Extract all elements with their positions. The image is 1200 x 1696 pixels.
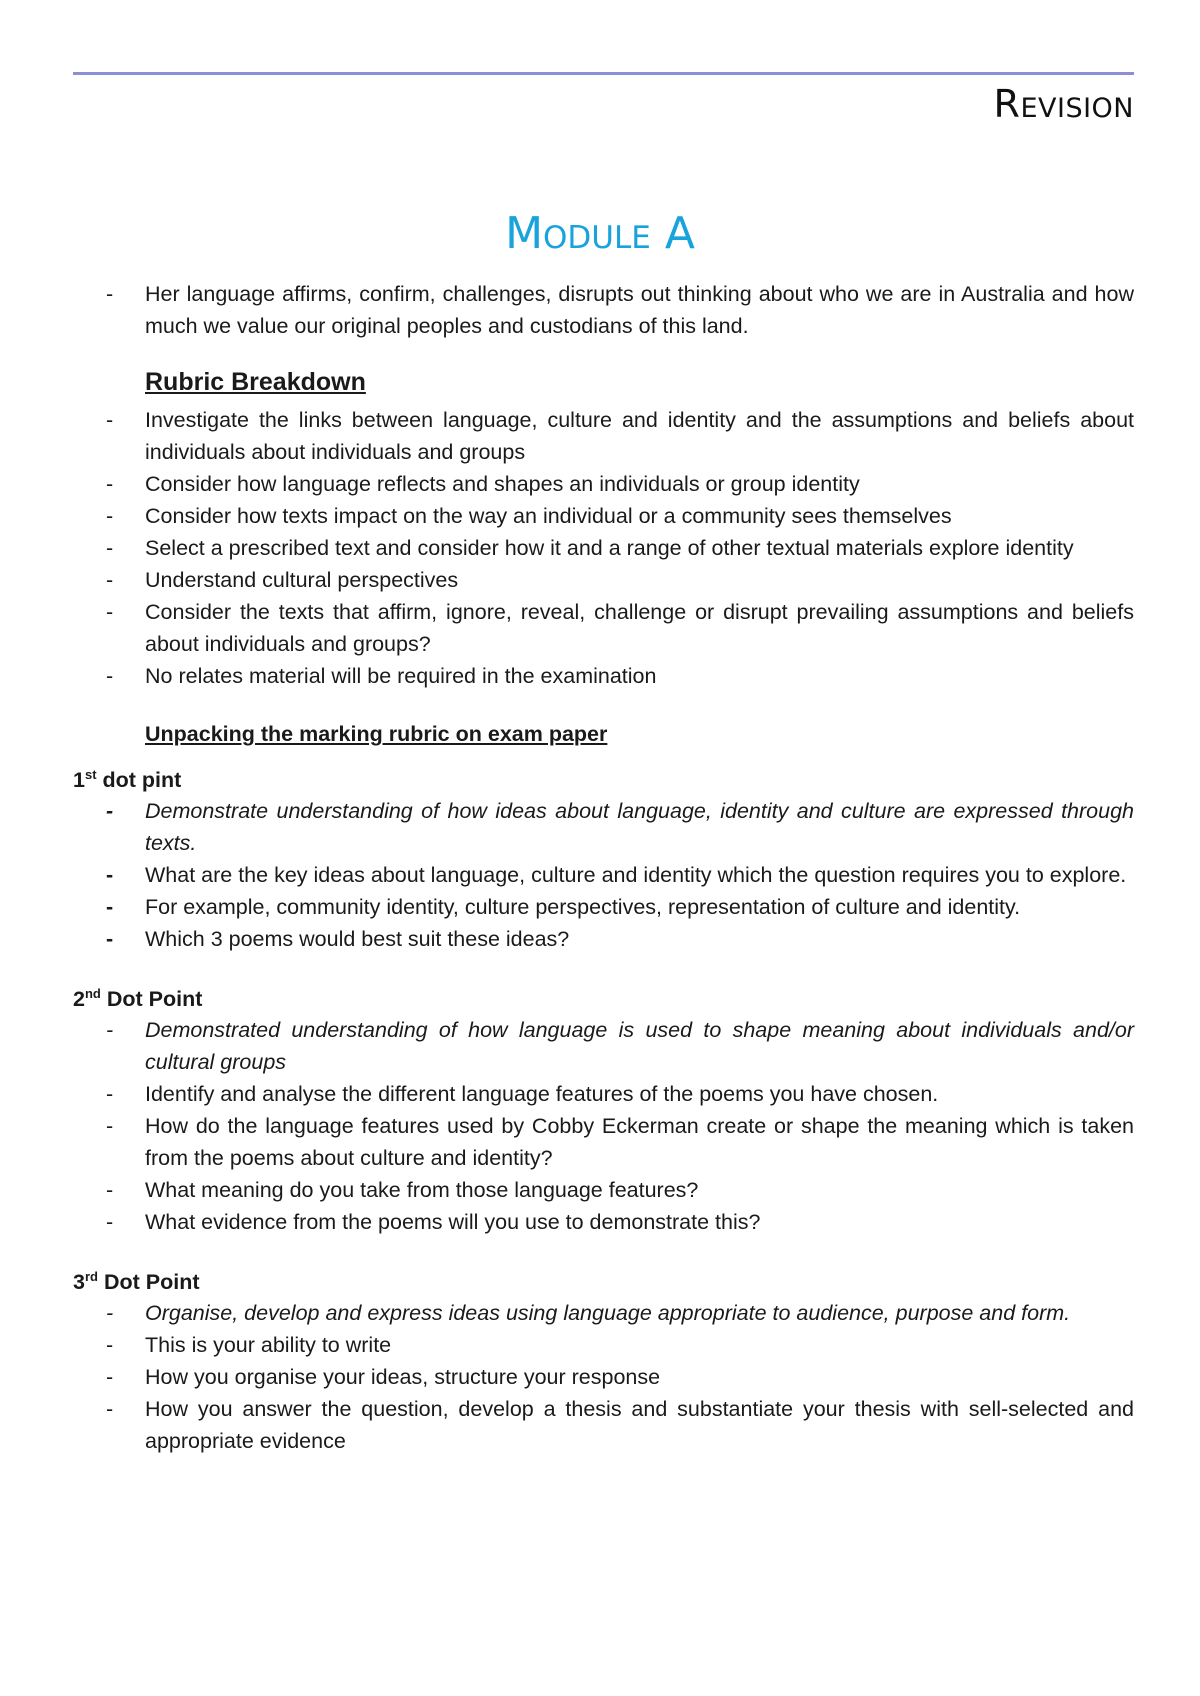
module-title: Module A bbox=[505, 208, 695, 259]
unpacking-heading: Unpacking the marking rubric on exam paper bbox=[145, 722, 608, 746]
dot-ordinal: st bbox=[84, 767, 97, 782]
dot-label: Dot Point bbox=[103, 1270, 200, 1295]
dot-point-3-heading bbox=[73, 1262, 1134, 1297]
dot-number: 1 bbox=[73, 768, 85, 793]
list-item: - What evidence from the poems will you use to demonstrate this? bbox=[145, 1206, 1134, 1238]
list-item: - Which 3 poems would best suit these ideas? bbox=[145, 923, 1134, 955]
list-item: - How you organise your ideas, structure your response bbox=[145, 1361, 1134, 1393]
dot-point-2-list bbox=[73, 1014, 1134, 1238]
list-item: - Consider how language reflects and shapes an individuals or group identity bbox=[145, 468, 1134, 500]
list-item: - How you answer the question, develop a thesis and substantiate your thesis with sell-selected and appropriate evidence bbox=[145, 1393, 1134, 1457]
list-item: - Select a prescribed text and consider how it and a range of other textual materials explore identity bbox=[145, 532, 1134, 564]
intro-list bbox=[73, 278, 1134, 342]
list-item: - For example, community identity, culture perspectives, representation of culture and identity. bbox=[145, 891, 1134, 923]
header-title: Revision bbox=[993, 82, 1134, 126]
list-item: - Investigate the links between language, culture and identity and the assumptions and beliefs about individuals about individuals and groups bbox=[145, 404, 1134, 468]
list-item: - What meaning do you take from those language features? bbox=[145, 1174, 1134, 1206]
list-item: - No relates material will be required in the examination bbox=[145, 660, 1134, 692]
document-body bbox=[73, 278, 1134, 1457]
list-item: - Identify and analyse the different language features of the poems you have chosen. bbox=[145, 1078, 1134, 1110]
list-item: - Demonstrate understanding of how ideas about language, identity and culture are expressed through texts. bbox=[145, 795, 1134, 859]
dot-ordinal: nd bbox=[84, 986, 101, 1002]
dot-label: dot pint bbox=[102, 768, 182, 793]
dot-point-3-list bbox=[73, 1297, 1134, 1457]
list-item: - This is your ability to write bbox=[145, 1329, 1134, 1361]
dot-point-1-heading bbox=[73, 760, 1134, 795]
dot-point-1-list bbox=[73, 795, 1134, 955]
list-item: - What are the key ideas about language, culture and identity which the question requires you to explore. bbox=[145, 859, 1134, 891]
rubric-heading: Rubric Breakdown bbox=[145, 368, 366, 396]
dot-label: Dot Point bbox=[106, 987, 203, 1012]
list-item: - Consider the texts that affirm, ignore, reveal, challenge or disrupt prevailing assumptions and beliefs about individuals and groups? bbox=[145, 596, 1134, 660]
list-item: - Understand cultural perspectives bbox=[145, 564, 1134, 596]
list-item: - Her language affirms, confirm, challenges, disrupts out thinking about who we are in Australia and how much we value our original peoples and custodians of this land. bbox=[145, 278, 1134, 342]
header-rule bbox=[73, 72, 1134, 75]
dot-point-2-heading bbox=[73, 979, 1134, 1014]
list-item: - How do the language features used by Cobby Eckerman create or shape the meaning which is taken from the poems about culture and identity? bbox=[145, 1110, 1134, 1174]
list-item: - Consider how texts impact on the way an individual or a community sees themselves bbox=[145, 500, 1134, 532]
dot-number: 3 bbox=[73, 1270, 85, 1295]
rubric-list bbox=[73, 404, 1134, 692]
dot-ordinal: rd bbox=[84, 1269, 98, 1285]
list-item: - Demonstrated understanding of how language is used to shape meaning about individuals and/or cultural groups bbox=[145, 1014, 1134, 1078]
dot-number: 2 bbox=[73, 987, 85, 1012]
list-item: - Organise, develop and express ideas using language appropriate to audience, purpose and form. bbox=[145, 1297, 1134, 1329]
